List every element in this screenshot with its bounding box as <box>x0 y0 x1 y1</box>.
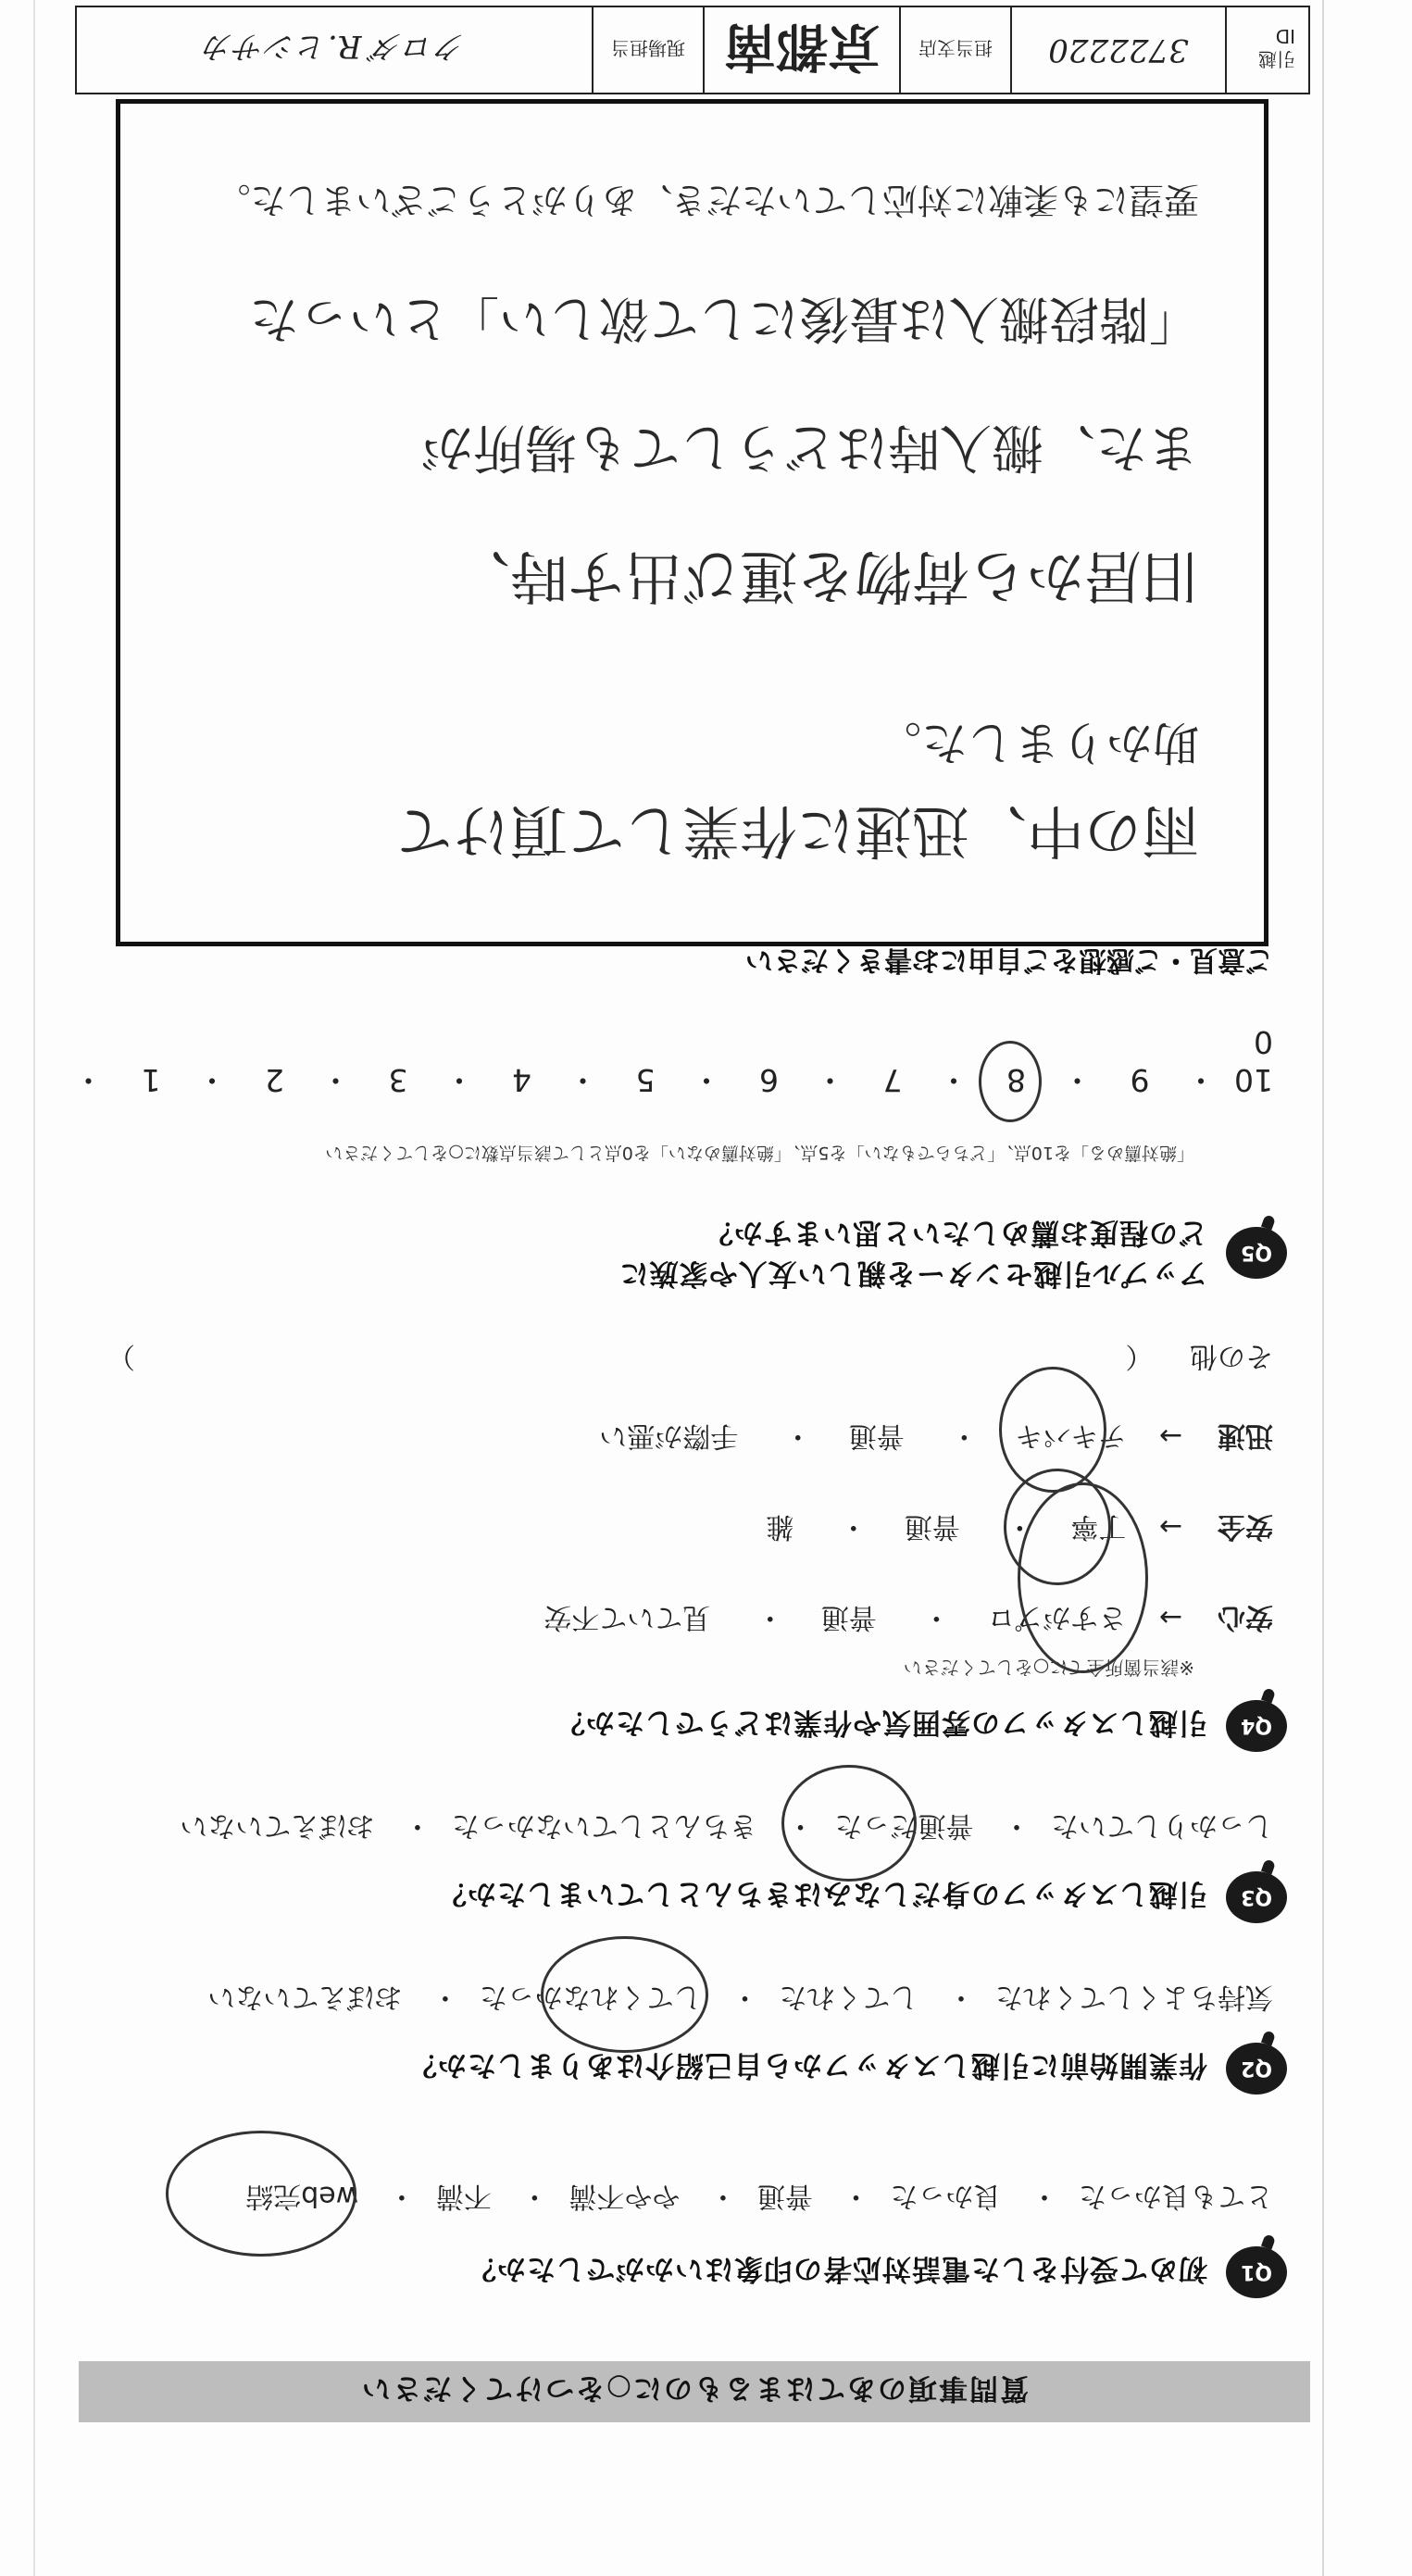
score-10[interactable]: 10 <box>1234 1062 1273 1098</box>
q3-badge-icon: Q3 <box>1226 1871 1287 1923</box>
question-5-text-line2: どの程度お薦めしたいと思いますか？ <box>704 1216 1207 1249</box>
q3-option[interactable]: きちんとしていなかった <box>451 1809 757 1842</box>
score-7[interactable]: 7 <box>882 1062 903 1098</box>
q4-option[interactable]: 雑 <box>766 1510 794 1543</box>
q4-option[interactable]: 普通 <box>820 1601 877 1633</box>
question-1-options: とても良かった・ 良かった・ 普通・ やや不満・ 不満・ web完結 <box>245 2180 1273 2212</box>
q5-selection-circle <box>979 1041 1042 1122</box>
score-5[interactable]: 5 <box>635 1062 656 1098</box>
q4-option[interactable]: 丁寧 <box>1070 1510 1127 1543</box>
q2-badge-icon: Q2 <box>1226 2043 1287 2095</box>
q1-option[interactable]: やや不満 <box>569 2180 681 2212</box>
q2-option[interactable]: してくれた <box>779 1981 918 2013</box>
q4-option[interactable]: テキパキ <box>1015 1419 1127 1452</box>
q4-other-open: （ <box>1125 1340 1154 1372</box>
question-5 <box>619 1212 1287 1294</box>
comment-box[interactable] <box>116 99 1268 946</box>
q2-option[interactable]: してくれなかった <box>479 1981 702 2013</box>
q4-row-category: 安全 <box>1218 1510 1273 1543</box>
q2-option[interactable]: 気持ちよくしてくれた <box>995 1981 1273 2013</box>
q4-selection-circle <box>999 1367 1106 1493</box>
score-9[interactable]: 9 <box>1130 1062 1150 1098</box>
q3-option[interactable]: おぼえていない <box>180 1809 375 1842</box>
question-2 <box>407 2043 1287 2095</box>
q1-option[interactable]: 不満 <box>435 2180 492 2212</box>
question-4-note: ※該当箇所全てに○をしてください <box>903 1657 1194 1679</box>
question-2-text: 作業開始前に引越しスタッフから自己紹介はありましたか？ <box>407 2048 1207 2082</box>
q3-option[interactable]: 普通だった <box>834 1809 974 1842</box>
branch-label: 担当支店 <box>899 7 1010 93</box>
q4-option[interactable]: 手際が悪い <box>599 1419 739 1452</box>
q2-selection-circle <box>541 1936 708 2053</box>
move-id-value: 3722220 <box>1010 7 1225 93</box>
q1-option[interactable]: web完結 <box>245 2180 359 2212</box>
question-4 <box>556 1700 1287 1752</box>
question-1-text: 初めて受付をした電話対応者の印象はいかがでしたか？ <box>467 2252 1207 2286</box>
score-6[interactable]: 6 <box>759 1062 779 1098</box>
q1-option[interactable]: 普通 <box>756 2180 813 2212</box>
q4-row-anzen: 安全→ 丁寧・ 普通・ 雑 <box>766 1509 1273 1550</box>
leader-label: 現場担当 <box>592 7 703 93</box>
q4-option[interactable]: さすがプロ <box>987 1601 1127 1633</box>
score-8[interactable]: 8 <box>1006 1062 1026 1098</box>
question-4-text: 引越しスタッフの雰囲気や作業はどうでしたか？ <box>556 1706 1207 1740</box>
q3-option[interactable]: しっかりしていた <box>1051 1809 1273 1842</box>
comment-line: 助かりました。 <box>875 716 1199 769</box>
q4-badge-icon: Q4 <box>1226 1700 1287 1752</box>
question-5-text-line1: アップル引越センターを親しい友人や家族に <box>619 1257 1207 1290</box>
leader-value: クロダ R.ヒシサカ <box>202 28 467 66</box>
q5-badge-icon: Q5 <box>1226 1227 1287 1279</box>
q4-other-label: その他 <box>1190 1340 1273 1372</box>
q4-row-other <box>107 1339 1273 1380</box>
comment-line: また、搬入時はどうしても場所が <box>421 417 1199 477</box>
q1-option[interactable]: 良かった <box>890 2180 1002 2212</box>
branch-value: 京都南 <box>703 7 899 93</box>
question-2-options: 気持ちよくしてくれた・ してくれた・ してくれなかった・ おぼえていない <box>207 1981 1273 2013</box>
comment-line: 要望にも柔軟に対応していただき、ありがとうございました。 <box>215 180 1199 220</box>
q1-option[interactable]: とても良かった <box>1079 2180 1273 2212</box>
comment-line: 「階段搬入は最後にして欲しい」といった <box>249 290 1199 348</box>
q1-selection-circle <box>166 2131 359 2257</box>
q1-badge-icon: Q1 <box>1226 2246 1287 2298</box>
q2-option[interactable]: おぼえていない <box>207 1981 403 2013</box>
question-3-options: しっかりしていた・ 普通だった・ きちんとしていなかった・ おぼえていない <box>180 1809 1273 1842</box>
comment-line: 旧居から荷物を運び出す時、 <box>452 543 1199 610</box>
q4-row-category: 迅速 <box>1218 1419 1273 1452</box>
score-1[interactable]: 1 <box>141 1062 161 1098</box>
question-1 <box>467 2246 1287 2298</box>
instructions-header: 質問事項のあてはまるものに○をつけてください <box>79 2361 1310 2422</box>
question-3-text: 引越しスタッフの身だしなみはきちんとしていましたか？ <box>437 1877 1207 1911</box>
q4-option[interactable]: 普通 <box>848 1419 905 1452</box>
q3-selection-circle <box>781 1765 917 1882</box>
question-5-note: 「絶対薦める」を10点、「どちらでもない」を5点、「絶対薦めない」を0点として該当点数に○をしてください <box>325 1143 1194 1163</box>
q4-row-category: 安心 <box>1218 1601 1273 1633</box>
q4-option[interactable]: 見ていて不安 <box>544 1601 711 1633</box>
q4-other-close: ） <box>106 1340 135 1372</box>
comment-line: 雨の中、迅速に作業して頂けて <box>394 797 1199 865</box>
form-info-table <box>75 6 1310 94</box>
comment-label: ご意見・ご感想をご自由にお書きください <box>745 944 1273 976</box>
move-id-label: 引越ID <box>1225 7 1308 93</box>
q4-option[interactable]: 普通 <box>904 1510 960 1543</box>
q4-row-jinsoku: 迅速→ テキパキ・ 普通・ 手際が悪い <box>599 1419 1273 1459</box>
score-4[interactable]: 4 <box>512 1062 531 1098</box>
q5-score-scale: 10・ 9・ 8・ 7・ 6・ 5・ 4・ 3・ 2・ 1・ 0 <box>73 1024 1273 1098</box>
score-2[interactable]: 2 <box>265 1062 284 1098</box>
score-3[interactable]: 3 <box>388 1062 408 1098</box>
q4-row-anshin: 安心→ さすがプロ・ 普通・ 見ていて不安 <box>544 1600 1273 1641</box>
score-0[interactable]: 0 <box>1254 1024 1273 1060</box>
